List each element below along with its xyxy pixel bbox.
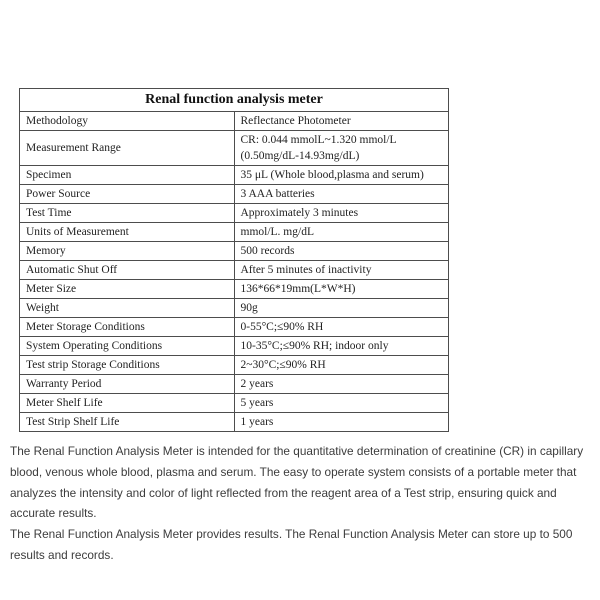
spec-value-cell: [234, 394, 449, 413]
spec-value-cell: [234, 261, 449, 280]
table-row: [20, 185, 449, 204]
spec-label-cell: Units of Measurement: [20, 223, 235, 242]
table-row: [20, 280, 449, 299]
spec-value-line: 2~30°C;≤90% RH: [240, 359, 326, 371]
spec-table: [19, 88, 449, 432]
spec-label-cell: Methodology: [20, 112, 235, 131]
description-paragraph-2: The Renal Function Analysis Meter provides results. The Renal Function Analysis Meter can store up to 500 results and records.: [10, 527, 573, 562]
spec-value-cell: [234, 280, 449, 299]
spec-value-cell: [234, 131, 449, 166]
spec-label-cell: Test strip Storage Conditions: [20, 356, 235, 375]
description-block: [10, 441, 593, 566]
spec-label-cell: System Operating Conditions: [20, 337, 235, 356]
spec-value-cell: [234, 204, 449, 223]
spec-value-cell: [234, 356, 449, 375]
spec-label-cell: Warranty Period: [20, 375, 235, 394]
spec-value-cell: [234, 185, 449, 204]
spec-value-line: 5 years: [240, 397, 274, 409]
spec-value-line: mmol/L. mg/dL: [240, 226, 314, 238]
table-title: Renal function analysis meter: [20, 89, 449, 112]
table-row: [20, 318, 449, 337]
spec-value-line: 0-55°C;≤90% RH: [240, 321, 324, 333]
table-row: [20, 394, 449, 413]
spec-value-line: 136*66*19mm(L*W*H): [240, 283, 356, 295]
table-row: [20, 261, 449, 280]
spec-value-cell: [234, 223, 449, 242]
table-row: [20, 356, 449, 375]
spec-label-cell: Test Time: [20, 204, 235, 223]
spec-value-line: 3 AAA batteries: [240, 188, 315, 200]
spec-label-cell: Automatic Shut Off: [20, 261, 235, 280]
spec-value-line: CR: 0.044 mmolL~1.320 mmol/L: [240, 134, 397, 146]
spec-value-cell: [234, 166, 449, 185]
table-row: [20, 299, 449, 318]
spec-value-cell: [234, 413, 449, 432]
spec-value-line: 2 years: [240, 378, 274, 390]
spec-value-line: 500 records: [240, 245, 295, 257]
spec-label-cell: Power Source: [20, 185, 235, 204]
table-row: [20, 223, 449, 242]
spec-value-line: Reflectance Photometer: [240, 115, 351, 127]
spec-value-line: After 5 minutes of inactivity: [240, 264, 372, 276]
spec-label-cell: Meter Storage Conditions: [20, 318, 235, 337]
table-row: [20, 131, 449, 166]
spec-value-line: Approximately 3 minutes: [240, 207, 359, 219]
spec-label-cell: Measurement Range: [20, 131, 235, 166]
spec-value-line: 90g: [240, 302, 258, 314]
table-row: [20, 204, 449, 223]
table-row: [20, 112, 449, 131]
spec-value-cell: [234, 242, 449, 261]
spec-label-cell: Memory: [20, 242, 235, 261]
spec-label-cell: Meter Shelf Life: [20, 394, 235, 413]
description-paragraph-1: The Renal Function Analysis Meter is intended for the quantitative determination of creatinine (CR) in capillary blood, venous whole blood, plasma and serum. The easy to operate system consists of a portable meter that analyzes the intensity and color of light reflected from the reagent area of a Test strip, ensuring quick and accurate results.: [10, 444, 584, 521]
spec-table-body: [20, 112, 449, 432]
spec-value-line: 1 years: [240, 416, 274, 428]
spec-value-line: 35 μL (Whole blood,plasma and serum): [240, 169, 424, 181]
table-title-row: [20, 89, 449, 112]
table-row: [20, 375, 449, 394]
spec-value-cell: [234, 375, 449, 394]
table-row: [20, 413, 449, 432]
table-row: [20, 337, 449, 356]
spec-label-cell: Specimen: [20, 166, 235, 185]
spec-value-cell: [234, 299, 449, 318]
spec-label-cell: Test Strip Shelf Life: [20, 413, 235, 432]
table-row: [20, 242, 449, 261]
spec-value-cell: [234, 318, 449, 337]
spec-value-line: (0.50mg/dL-14.93mg/dL): [240, 150, 360, 162]
spec-value-cell: [234, 112, 449, 131]
spec-table-head: [20, 89, 449, 112]
spec-value-cell: [234, 337, 449, 356]
spec-label-cell: Weight: [20, 299, 235, 318]
spec-label-cell: Meter Size: [20, 280, 235, 299]
table-row: [20, 166, 449, 185]
spec-value-line: 10-35°C;≤90% RH; indoor only: [240, 340, 389, 352]
